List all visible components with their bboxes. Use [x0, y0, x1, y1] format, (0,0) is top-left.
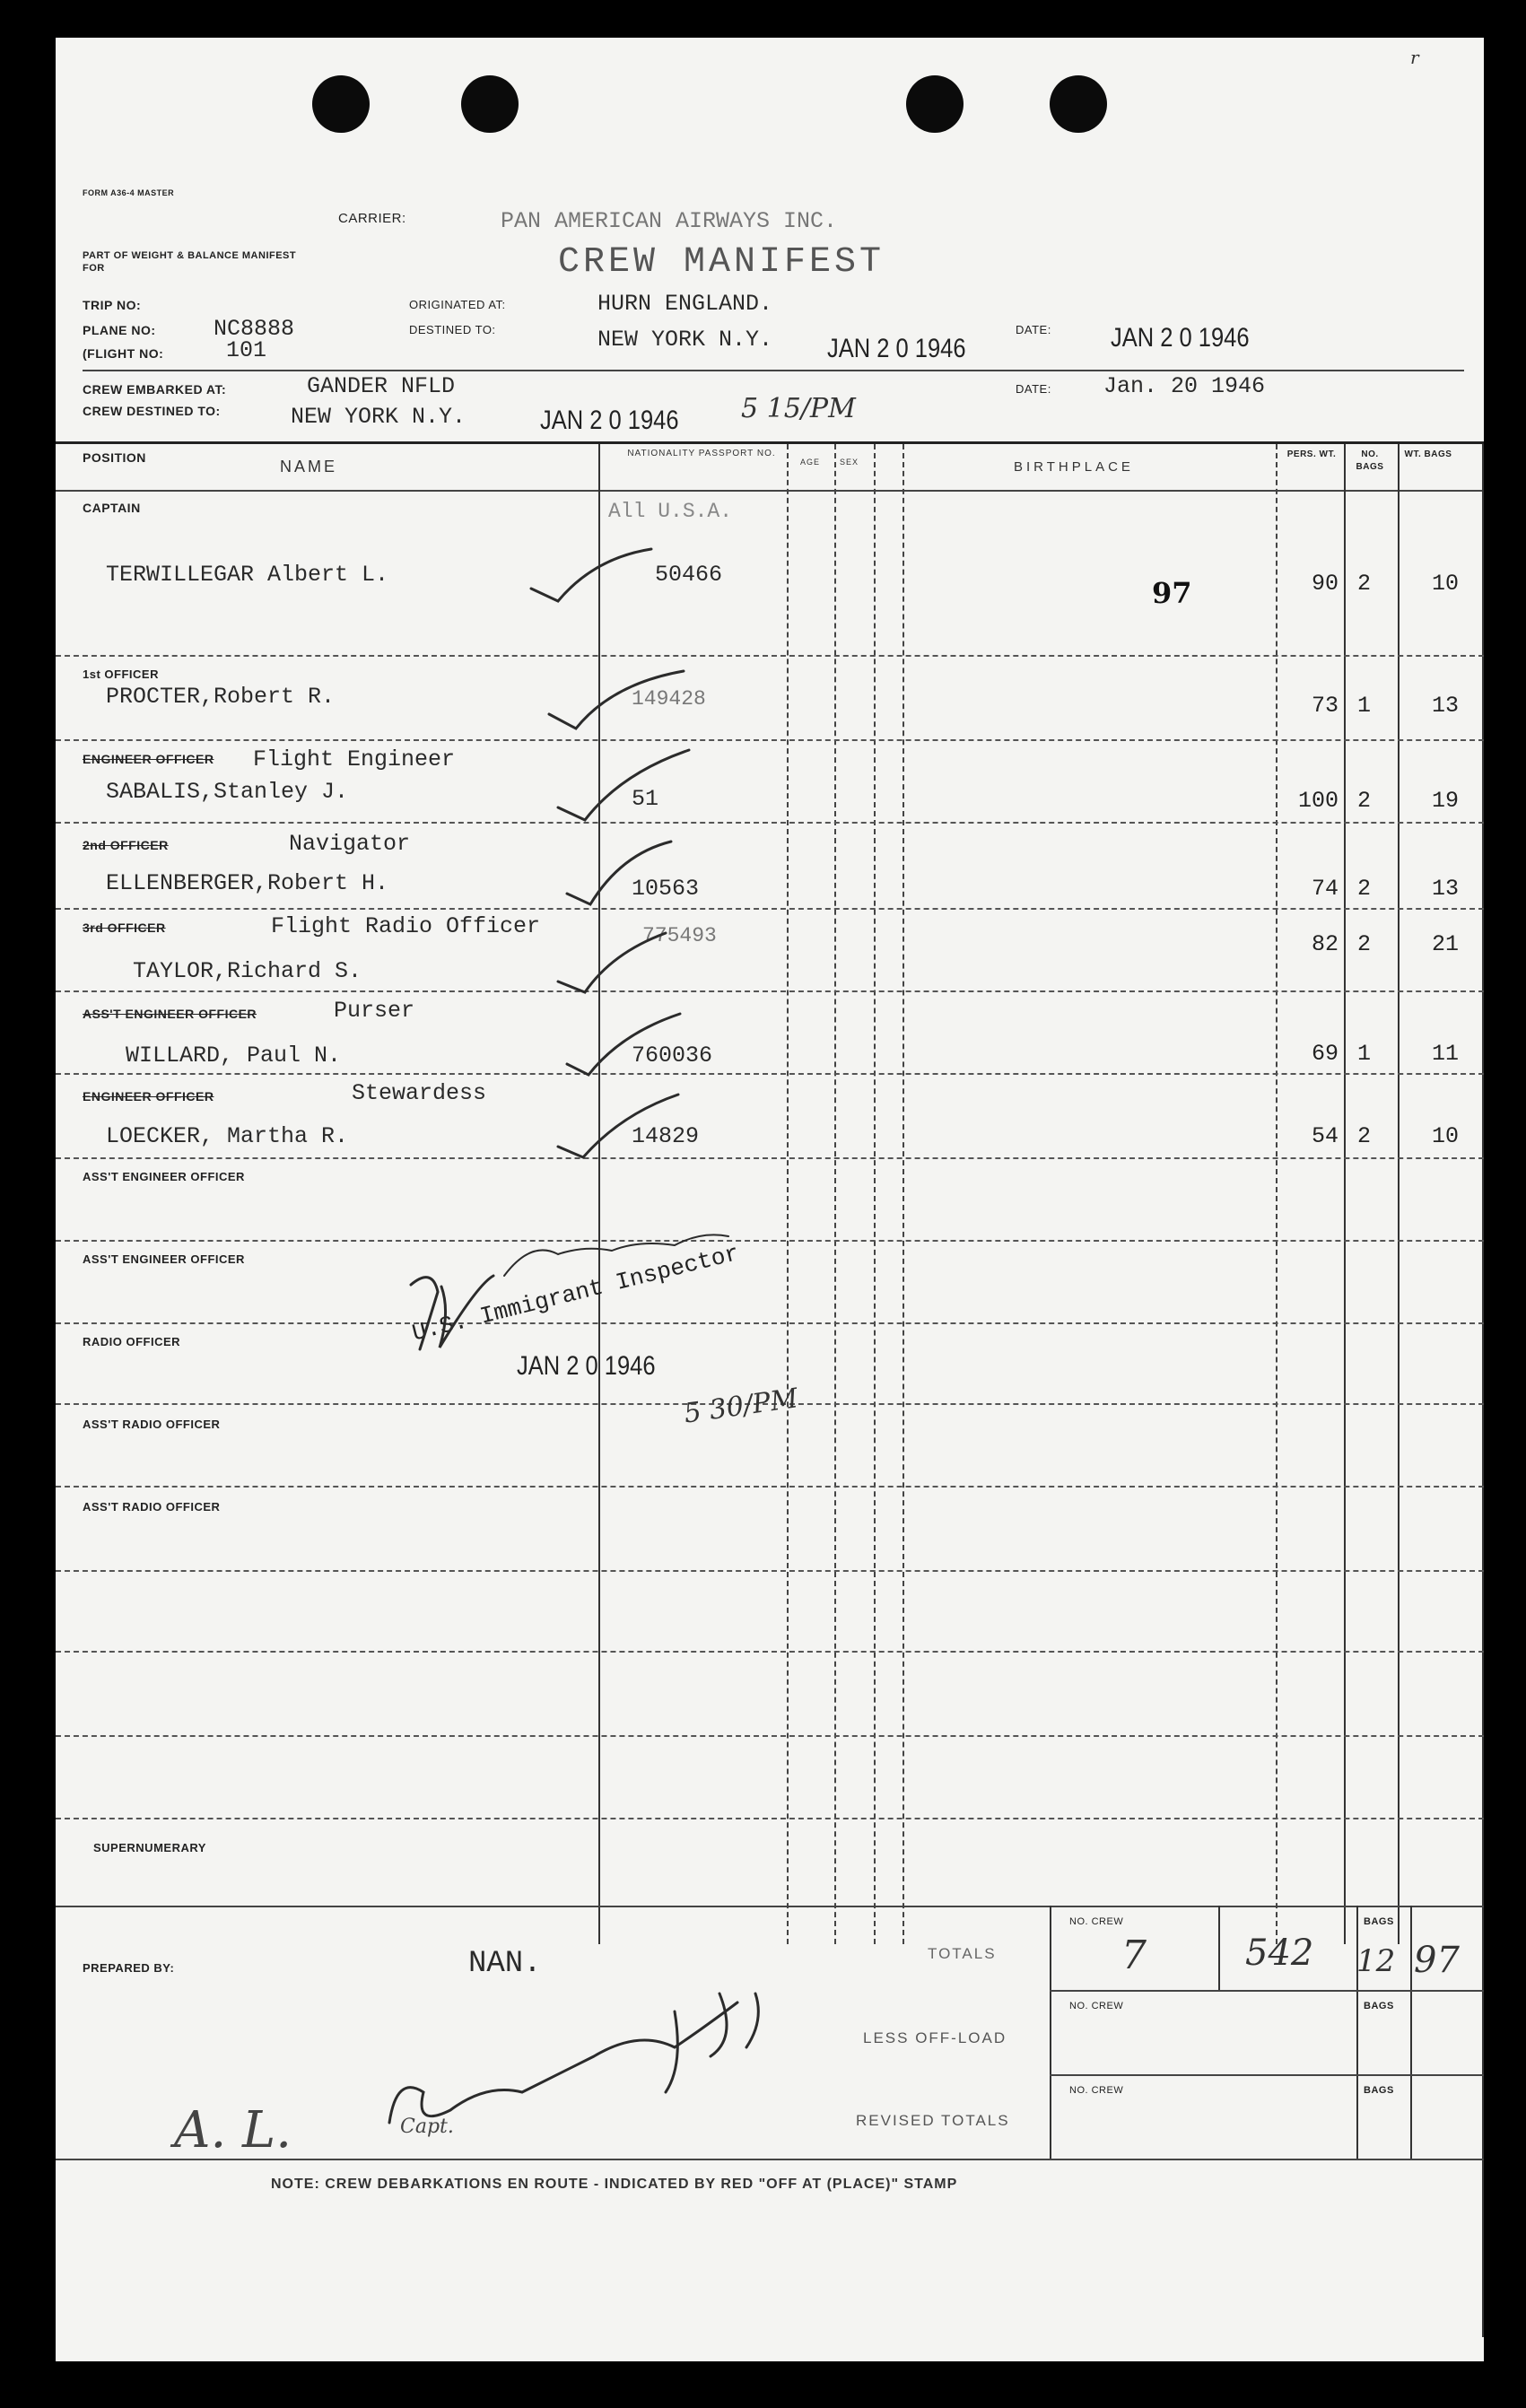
typed-position: Navigator — [289, 831, 411, 857]
crew-pers-wt: 74 — [1311, 876, 1339, 902]
crew-name: PROCTER,Robert R. — [106, 684, 336, 710]
crew-name: ELLENBERGER,Robert H. — [106, 870, 389, 896]
position-label: 2nd OFFICER — [83, 838, 169, 852]
check-mark — [567, 1014, 680, 1075]
crew-no-bags: 1 — [1356, 693, 1371, 719]
crew-no-bags: 2 — [1356, 571, 1371, 597]
position-label: ENGINEER OFFICER — [83, 752, 214, 766]
crew-passport: 50466 — [655, 562, 723, 588]
crew-pers-wt: 73 — [1311, 693, 1339, 719]
crew-wt-bags: 10 — [1431, 1123, 1459, 1149]
col-position: POSITION — [83, 450, 146, 465]
crew-no-bags: 2 — [1356, 931, 1371, 957]
total-no-crew: 7 — [1121, 1933, 1147, 1978]
crew-pers-wt: 82 — [1311, 931, 1339, 957]
debarkation-note: NOTE: CREW DEBARKATIONS EN ROUTE - INDICATED BY RED "OFF AT (PLACE)" STAMP — [271, 2177, 958, 2192]
typed-position: Purser — [334, 998, 415, 1024]
date-stamp: JAN 2 0 1946 — [1111, 323, 1250, 353]
crew-destined-time: 5 15/PM — [741, 393, 856, 424]
check-mark — [567, 842, 671, 904]
crew-name: TAYLOR,Richard S. — [133, 958, 362, 984]
total-weight: 542 — [1245, 1933, 1314, 1974]
crew-passport: 760036 — [632, 1043, 713, 1069]
top-corner-mark: r — [1410, 47, 1419, 68]
totals-label: TOTALS — [928, 1945, 997, 1962]
check-mark — [558, 750, 689, 820]
inspector-time: 5 30/PM — [682, 1383, 800, 1430]
no-crew-label: NO. CREW — [1069, 2085, 1124, 2096]
crew-no-bags: 2 — [1356, 788, 1371, 814]
crew-name: WILLARD, Paul N. — [126, 1043, 342, 1069]
crew-passport: 775493 — [642, 924, 717, 947]
revised-totals-label: REVISED TOTALS — [856, 2112, 1010, 2129]
col-name: NAME — [280, 458, 338, 475]
manifest-page — [56, 38, 1484, 2361]
position-label: ASS'T ENGINEER OFFICER — [83, 1252, 245, 1266]
originated-label: ORIGINATED AT: — [409, 298, 506, 311]
crew-destined-label: CREW DESTINED TO: — [83, 404, 221, 418]
bags-label: BAGS — [1364, 2085, 1394, 2096]
crew-pers-wt: 90 — [1311, 571, 1339, 597]
prepared-initials: NAN. — [468, 1947, 542, 1981]
manifest-title: CREW MANIFEST — [558, 242, 885, 283]
crew-wt-bags: 19 — [1431, 788, 1459, 814]
nationality-note: All U.S.A. — [608, 500, 733, 523]
col-no-bags: NO. BAGS — [1356, 449, 1384, 472]
captain-signature-title: Capt. — [400, 2116, 454, 2138]
crew-passport: 149428 — [632, 687, 706, 711]
originated-value: HURN ENGLAND. — [597, 291, 773, 317]
carrier-label: CARRIER: — [338, 211, 406, 226]
crew-wt-bags: 11 — [1431, 1041, 1459, 1067]
captain-signature-initials: A. L. — [174, 2101, 292, 2159]
part-of-label: PART OF WEIGHT & BALANCE MANIFEST FOR — [83, 250, 297, 274]
date2-value: Jan. 20 1946 — [1103, 373, 1266, 399]
check-mark — [531, 549, 651, 601]
col-wt-bags: WT. BAGS — [1404, 449, 1452, 459]
crew-wt-bags: 10 — [1431, 571, 1459, 597]
crew-wt-bags: 13 — [1431, 876, 1459, 902]
form-id: FORM A36-4 MASTER — [83, 188, 175, 197]
check-mark — [558, 1095, 678, 1157]
crew-destined-value: NEW YORK N.Y. — [291, 404, 467, 430]
col-age: AGE — [800, 458, 821, 467]
crew-pers-wt: 54 — [1311, 1123, 1339, 1149]
position-label: ASS'T RADIO OFFICER — [83, 1418, 221, 1431]
destined-stamp: JAN 2 0 1946 — [827, 334, 966, 363]
crew-name: SABALIS,Stanley J. — [106, 779, 349, 805]
position-label: 1st OFFICER — [83, 667, 159, 681]
bags-label: BAGS — [1364, 1916, 1394, 1927]
position-label: CAPTAIN — [83, 501, 141, 515]
margin-number: 97 — [1152, 576, 1192, 610]
col-birthplace: BIRTHPLACE — [1014, 459, 1134, 475]
carrier-value: PAN AMERICAN AIRWAYS INC. — [501, 208, 838, 234]
no-crew-label: NO. CREW — [1069, 2001, 1124, 2011]
embarked-value: GANDER NFLD — [307, 373, 456, 399]
typed-position: Flight Radio Officer — [271, 913, 541, 939]
crew-wt-bags: 21 — [1431, 931, 1459, 957]
position-label: RADIO OFFICER — [83, 1335, 181, 1348]
col-sex: SEX — [840, 458, 859, 467]
plane-no-value: NC8888 — [214, 316, 295, 342]
plane-no-label: PLANE NO: — [83, 323, 156, 337]
check-mark — [558, 933, 666, 992]
crew-pers-wt: 100 — [1297, 788, 1339, 814]
crew-passport: 14829 — [632, 1123, 700, 1149]
total-bags: 12 — [1356, 1943, 1396, 1979]
position-label: 3rd OFFICER — [83, 920, 166, 935]
crew-no-bags: 2 — [1356, 1123, 1371, 1149]
crew-name: LOECKER, Martha R. — [106, 1123, 349, 1149]
inspector-title: U.S. Immigrant Inspector — [409, 1239, 742, 1348]
less-off-load-label: LESS OFF-LOAD — [863, 2029, 1007, 2046]
crew-destined-stamp: JAN 2 0 1946 — [540, 406, 679, 435]
col-pers-wt: PERS. WT. — [1286, 449, 1337, 459]
inspector-signature — [411, 1276, 493, 1349]
no-crew-label: NO. CREW — [1069, 1916, 1124, 1927]
position-label: ENGINEER OFFICER — [83, 1089, 214, 1104]
position-label: ASS'T RADIO OFFICER — [83, 1500, 221, 1514]
total-bag-weight: 97 — [1414, 1940, 1460, 1981]
crew-passport: 10563 — [632, 876, 700, 902]
trip-no-label: TRIP NO: — [83, 298, 142, 312]
embarked-label: CREW EMBARKED AT: — [83, 382, 227, 397]
prepared-by-label: PREPARED BY: — [83, 1961, 175, 1975]
col-nationality: NATIONALITY PASSPORT NO. — [627, 449, 776, 458]
inspector-signature — [504, 1235, 728, 1276]
crew-name: TERWILLEGAR Albert L. — [106, 562, 389, 588]
position-label: ASS'T ENGINEER OFFICER — [83, 1007, 257, 1021]
captain-signature — [389, 2002, 737, 2123]
supernumerary-label: SUPERNUMERARY — [93, 1841, 206, 1854]
flight-no-label: (FLIGHT NO: — [83, 346, 164, 361]
crew-no-bags: 1 — [1356, 1041, 1371, 1067]
date2-label: DATE: — [1016, 382, 1051, 396]
date-label: DATE: — [1016, 323, 1051, 336]
inspector-stamp: JAN 2 0 1946 — [517, 1351, 656, 1381]
bags-label: BAGS — [1364, 2001, 1394, 2011]
position-label: ASS'T ENGINEER OFFICER — [83, 1170, 245, 1183]
destined-label: DESTINED TO: — [409, 323, 496, 336]
handwriting-overlay — [56, 38, 1484, 2361]
crew-wt-bags: 13 — [1431, 693, 1459, 719]
destined-value: NEW YORK N.Y. — [597, 327, 773, 353]
typed-position: Flight Engineer — [253, 746, 456, 772]
typed-position: Stewardess — [352, 1080, 487, 1106]
crew-no-bags: 2 — [1356, 876, 1371, 902]
flight-no-value: 101 — [226, 337, 267, 363]
check-mark — [549, 671, 684, 729]
crew-pers-wt: 69 — [1311, 1041, 1339, 1067]
crew-passport: 51 — [632, 786, 659, 812]
